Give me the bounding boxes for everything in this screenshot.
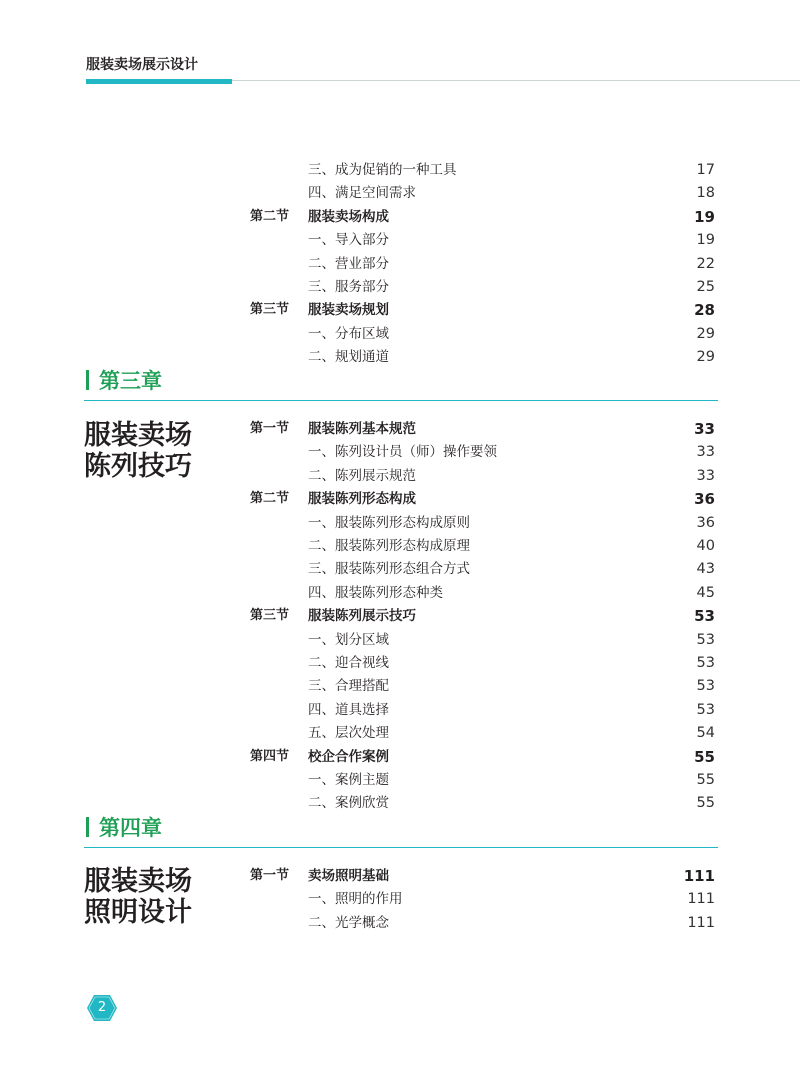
toc-entry-title: 三、服装陈列形态组合方式 [308,561,470,578]
toc-page-number: 45 [696,584,715,601]
toc-item-row[interactable] [250,183,715,203]
toc-entry-title: 服装陈列形态构成 [308,491,416,508]
toc-item-row[interactable] [250,700,715,720]
toc-item-row[interactable] [250,466,715,486]
chapter-3-title-line1: 服装卖场 [84,420,192,451]
toc-section-label: 第二节 [250,491,290,507]
toc-entry-title: 三、成为促销的一种工具 [308,162,457,178]
toc-page-number: 33 [694,420,715,438]
chapter-4-label: 第四章 [99,816,162,840]
chapter-3-title-line2: 陈列技巧 [84,451,192,482]
toc-entry-title: 二、迎合视线 [308,655,389,671]
toc-entry-title: 校企合作案例 [308,748,389,765]
toc-entry-title: 一、案例主题 [308,772,389,788]
toc-item-row[interactable] [250,254,715,274]
toc-entry-title: 二、光学概念 [308,914,389,931]
toc-entry-title: 二、规划通道 [308,349,389,366]
toc-entry-title: 三、服务部分 [308,279,389,295]
toc-page-number: 111 [687,891,715,908]
running-header-title: 服装卖场展示设计 [86,57,198,73]
toc-entry-title: 一、划分区域 [308,631,389,648]
toc-section-label: 第二节 [250,208,290,224]
chapter-3-title [84,420,192,482]
toc-item-row[interactable] [250,793,715,813]
toc-entry-title: 卖场照明基础 [308,868,389,884]
toc-page-number: 19 [696,232,715,249]
toc-section-label: 第三节 [250,302,290,318]
toc-entry-title: 服装卖场规划 [308,302,389,319]
toc-item-row[interactable] [250,230,715,250]
toc-item-row[interactable] [250,324,715,344]
toc-entry-title: 服装陈列基本规范 [308,421,416,437]
toc-page-number: 53 [696,701,715,718]
chapter-3-heading[interactable] [84,366,162,396]
toc-entry-title: 五、层次处理 [308,725,389,742]
toc-page-number: 25 [696,279,715,295]
toc-section-row[interactable] [250,207,715,227]
toc-entry-title: 一、分布区域 [308,325,389,342]
toc-item-row[interactable] [250,277,715,297]
chapter-3-label: 第三章 [99,369,162,393]
toc-item-row[interactable] [250,913,715,933]
toc-item-row[interactable] [250,442,715,462]
toc-page-number: 19 [694,207,715,226]
toc-section-row[interactable] [250,747,715,767]
toc-page-number: 111 [683,867,715,885]
toc-section-row[interactable] [250,606,715,626]
toc-item-row[interactable] [250,559,715,579]
toc-page-number: 53 [696,655,715,671]
toc-item-row[interactable] [250,513,715,533]
page-number: 2 [97,1000,107,1015]
toc-section-label: 第一节 [250,421,290,436]
toc-page-number: 53 [696,678,715,695]
toc-section-label: 第三节 [250,608,290,624]
chapter-4-title-line1: 服装卖场 [84,866,192,897]
toc-item-row[interactable] [250,347,715,367]
toc-section-row[interactable] [250,866,715,886]
toc-page-number: 33 [696,444,715,461]
toc-item-row[interactable] [250,723,715,743]
chapter-3-rule [84,400,718,401]
toc-page-number: 40 [696,538,715,554]
toc-page-number: 36 [696,514,715,531]
toc-page-number: 28 [694,301,715,320]
toc-item-row[interactable] [250,770,715,790]
header-accent-bar [86,79,232,84]
toc-entry-title: 二、陈列展示规范 [308,467,416,484]
toc-entry-title: 服装陈列展示技巧 [308,608,416,625]
toc-item-row[interactable] [250,653,715,673]
toc-entry-title: 服装卖场构成 [308,208,389,225]
toc-item-row[interactable] [250,160,715,180]
toc-page-number: 55 [694,747,715,766]
chapter-marker [86,370,89,390]
toc-page-number: 22 [696,255,715,272]
page-number-badge [86,994,118,1022]
toc-entry-title: 一、服装陈列形态构成原则 [308,514,470,531]
toc-entry-title: 二、服装陈列形态构成原理 [308,538,470,554]
toc-page-number: 29 [696,325,715,342]
toc-item-row[interactable] [250,536,715,556]
chapter-4-title-line2: 照明设计 [84,897,192,928]
chapter-marker [86,817,89,837]
toc-page-number: 18 [696,185,715,202]
toc-entry-title: 二、营业部分 [308,255,389,272]
toc-item-row[interactable] [250,583,715,603]
toc-entry-title: 三、合理搭配 [308,678,389,695]
chapter-4-heading[interactable] [84,813,162,843]
toc-page-number: 33 [696,467,715,484]
toc-page-number: 54 [696,725,715,742]
toc-page-number: 111 [687,914,715,931]
toc-entry-title: 一、陈列设计员（师）操作要领 [308,444,497,461]
toc-page-number: 53 [696,631,715,648]
toc-page-number: 55 [696,795,715,812]
toc-section-row[interactable] [250,300,715,320]
toc-item-row[interactable] [250,889,715,909]
toc-section-row[interactable] [250,419,715,439]
toc-entry-title: 四、服装陈列形态种类 [308,584,443,601]
toc-page-number: 36 [694,490,715,509]
toc-page-number: 53 [694,607,715,626]
chapter-4-title [84,866,192,928]
toc-entry-title: 一、导入部分 [308,232,389,249]
chapter-4-rule [84,847,718,848]
toc-section-label: 第一节 [250,868,290,883]
toc-page-number: 43 [696,561,715,578]
toc-section-row[interactable] [250,489,715,509]
toc-item-row[interactable] [250,676,715,696]
toc-entry-title: 四、道具选择 [308,701,389,718]
toc-page-number: 55 [696,772,715,788]
toc-page-number: 29 [696,349,715,366]
toc-entry-title: 一、照明的作用 [308,891,403,908]
toc-section-label: 第四节 [250,748,290,764]
toc-entry-title: 二、案例欣赏 [308,795,389,812]
toc-entry-title: 四、满足空间需求 [308,185,416,202]
toc-item-row[interactable] [250,630,715,650]
toc-page-number: 17 [696,162,715,178]
